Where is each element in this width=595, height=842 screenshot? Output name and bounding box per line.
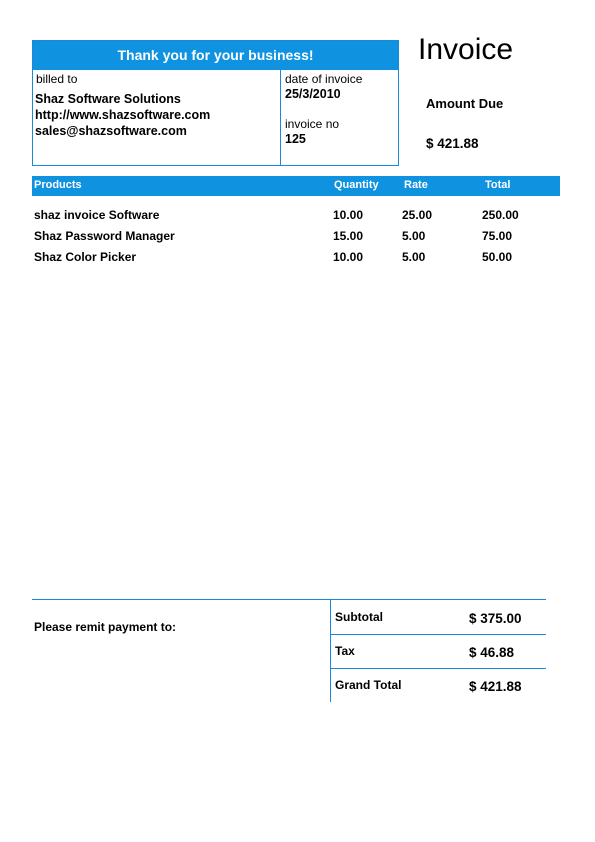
row-total: 250.00	[482, 208, 519, 222]
tax-label: Tax	[335, 644, 355, 658]
table-row	[0, 250, 595, 270]
row-rate: 5.00	[402, 229, 426, 243]
summary-vertical-divider	[330, 600, 331, 702]
company-name: Shaz Software Solutions	[35, 92, 181, 106]
table-row	[0, 229, 595, 249]
grand-total-label: Grand Total	[335, 678, 402, 692]
date-of-invoice-value: 25/3/2010	[285, 87, 341, 101]
row-total: 75.00	[482, 229, 513, 243]
summary-row-divider	[331, 634, 546, 635]
invoice-no-value: 125	[285, 132, 306, 146]
column-header-quantity: Quantity	[334, 179, 379, 191]
row-total: 50.00	[482, 250, 513, 264]
billing-header-box	[32, 40, 399, 166]
row-quantity: 15.00	[333, 229, 364, 243]
row-rate: 5.00	[402, 250, 426, 264]
row-rate: 25.00	[402, 208, 433, 222]
subtotal-value: $ 375.00	[469, 611, 522, 626]
tax-value: $ 46.88	[469, 645, 515, 660]
amount-due-value: $ 421.88	[426, 136, 479, 151]
products-table-header	[32, 176, 560, 196]
row-product: Shaz Color Picker	[34, 250, 137, 264]
column-header-rate: Rate	[404, 179, 428, 191]
grand-total-value: $ 421.88	[469, 679, 522, 694]
subtotal-label: Subtotal	[335, 610, 383, 624]
table-row	[0, 208, 595, 228]
row-quantity: 10.00	[333, 250, 364, 264]
invoice-no-label: invoice no	[285, 117, 340, 131]
column-header-total: Total	[485, 179, 511, 191]
thank-you-banner: Thank you for your business!	[33, 41, 398, 70]
amount-due-label: Amount Due	[426, 96, 504, 111]
company-website: http://www.shazsoftware.com	[35, 108, 211, 122]
billed-to-label: billed to	[36, 72, 78, 86]
row-product: Shaz Password Manager	[34, 229, 175, 243]
date-of-invoice-label: date of invoice	[285, 72, 363, 86]
company-email: sales@shazsoftware.com	[35, 124, 187, 138]
remit-payment-label: Please remit payment to:	[34, 620, 177, 634]
summary-top-divider	[32, 599, 546, 600]
summary-row-divider	[331, 668, 546, 669]
column-header-products: Products	[34, 179, 82, 191]
header-divider	[280, 70, 281, 165]
row-product: shaz invoice Software	[34, 208, 160, 222]
row-quantity: 10.00	[333, 208, 364, 222]
invoice-title: Invoice	[418, 33, 514, 66]
